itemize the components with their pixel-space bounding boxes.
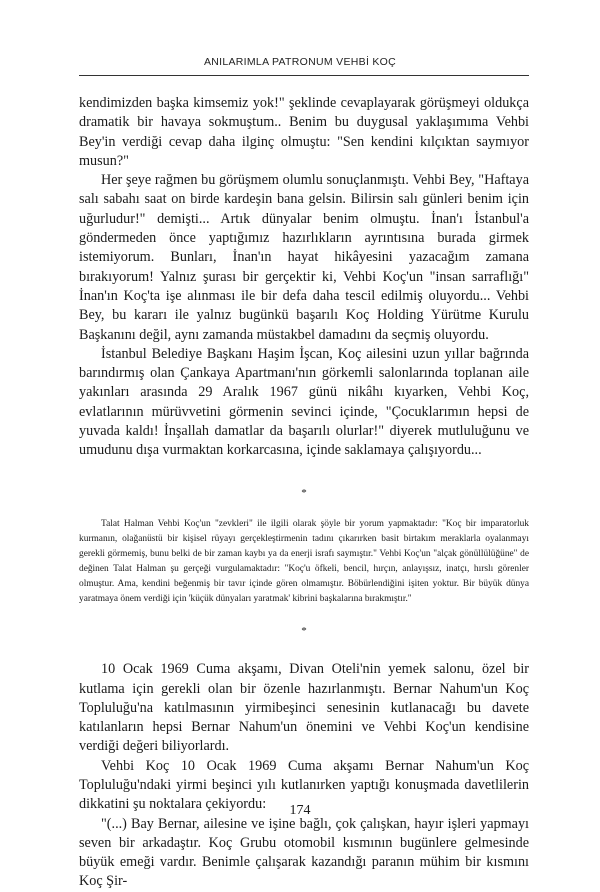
section-2 — [79, 660, 529, 892]
section-separator: * — [301, 625, 307, 638]
running-header: ANILARIMLA PATRONUM VEHBİ KOÇ — [203, 56, 397, 68]
paragraph-6: "(...) Bay Bernar, ailesine ve işine bağlı, çok çalışkan, hayır işleri yapmayı seven bir arkadaştır. Koç Grubu otomobil kısmının bugünlere gelmesinde büyük emeği vardır. Benimle çalışarak kazandığı paranın mühim bir kısmını Koç Şir- — [79, 815, 529, 890]
paragraph-1: kendimizden başka kimsemiz yok!" şeklinde cevaplayarak görüşmeyi oldukça dramatik bir havaya sokmuştum.. Benim bu duygusal yaklaşımıma Vehbi Bey'in verdiği cevap daha ilginç olmuştu: "Sen kendini kılçıktan saymıyor musun?" — [79, 95, 529, 169]
section-separator: * — [301, 486, 307, 499]
inset-note: Talat Halman Vehbi Koç'un "zevkleri" ile ilgili olarak şöyle bir yorum yapmaktadır: "Koç bir imparatorluk kurmanın, olağanüstü bir kişisel rüyayı gerçekleştirmenin tadını çıkarırken basit birtakım meraklarla oyalanmayı gerekli görmemiş, bunu belki de bir zaman kaybı ya da enerji israfı saymıştır." Vehbi Koç'un "alçak gönüllülüğüne" de değinen Talat Halman şu gerçeği vurgulamaktadır: "Koç'u öfkeli, bencil, hırçın, anlayışsız, inatçı, hırslı görenler olmuştur. Ama, kendini beğenmiş bir tavır içinde gören olmamıştır. Böbürlendiğini işiten yoktur. Bir büyük dünya yaratmaya önem verdiği için 'küçük dünyaları yaratmak' kibrini başkalarına bırakmıştır." — [79, 518, 529, 605]
paragraph-3: İstanbul Belediye Başkanı Haşim İşcan, Koç ailesini uzun yıllar bağrında barındırmış olan Çankaya Apartmanı'nın görkemli salonlarında toplanan aile yakınları arasında 29 Aralık 1967 günü nikâhı kıyarken, Vehbi Koç, evlatlarının mürüvvetini görmenin sevinci içinde, "Çocuklarımın hepsi de yuvada kaldı! İnşallah damatlar da başarılı olurlar!" diyerek mutluluğunu ve umudunu dışa vurmaktan korkarcasına, içinde saklamaya çalışıyordu... — [79, 345, 529, 459]
page-number: 174 — [289, 803, 311, 818]
paragraph-2: Her şeye rağmen bu görüşmem olumlu sonuçlanmıştı. Vehbi Bey, "Haftaya salı sabahı saat on birde kardeşin bana gelsin. Bilirsin salı günleri benim için uğurludur!" demişti... Artık dünyalar benim olmuştu. İnan'ı İstanbul'a göndermeden önce yaptığımız hazırlıkların ayrıntısına burada girmek istemiyorum. Bunları, İnan'ın hayat hikâyesini yazacağım zamana bırakıyorum! Yalnız şurası bir gerçektir ki, Vehbi Koç'un "insan sarraflığı" İnan'ın Koç'ta işe alınması ile bir defa daha tescil edilmiş oluyordu... Vehbi Bey, bu kararı ile yalnız bugünkü başarılı Koç Holding Yürütme Kurulu Başkanını değil, aynı zamanda müstakbel damadını da seçmiş oluyordu. — [79, 172, 529, 343]
paragraph-5: Vehbi Koç 10 Ocak 1969 Cuma akşamı Bernar Nahum'un Koç Topluluğu'ndaki yirmi beşinci yılı kutlanırken yaptığı konuşmada davetlilerin dikkatini şu noktalara çekiyordu: — [79, 757, 529, 813]
header-rule — [79, 75, 529, 76]
page-content — [79, 94, 529, 892]
paragraph-4: 10 Ocak 1969 Cuma akşamı, Divan Oteli'nin yemek salonu, özel bir kutlama için gerekli olan bir özenle hazırlanmıştı. Bernar Nahum'un Koç Topluluğu'na katılmasının yirmibeşinci senesinin kutlanacağı bu davete katılanların hepsi Bernar Nahum'un önemini ve Vehbi Koç'un kendisine verdiği değeri biliyorlardı. — [79, 661, 529, 755]
